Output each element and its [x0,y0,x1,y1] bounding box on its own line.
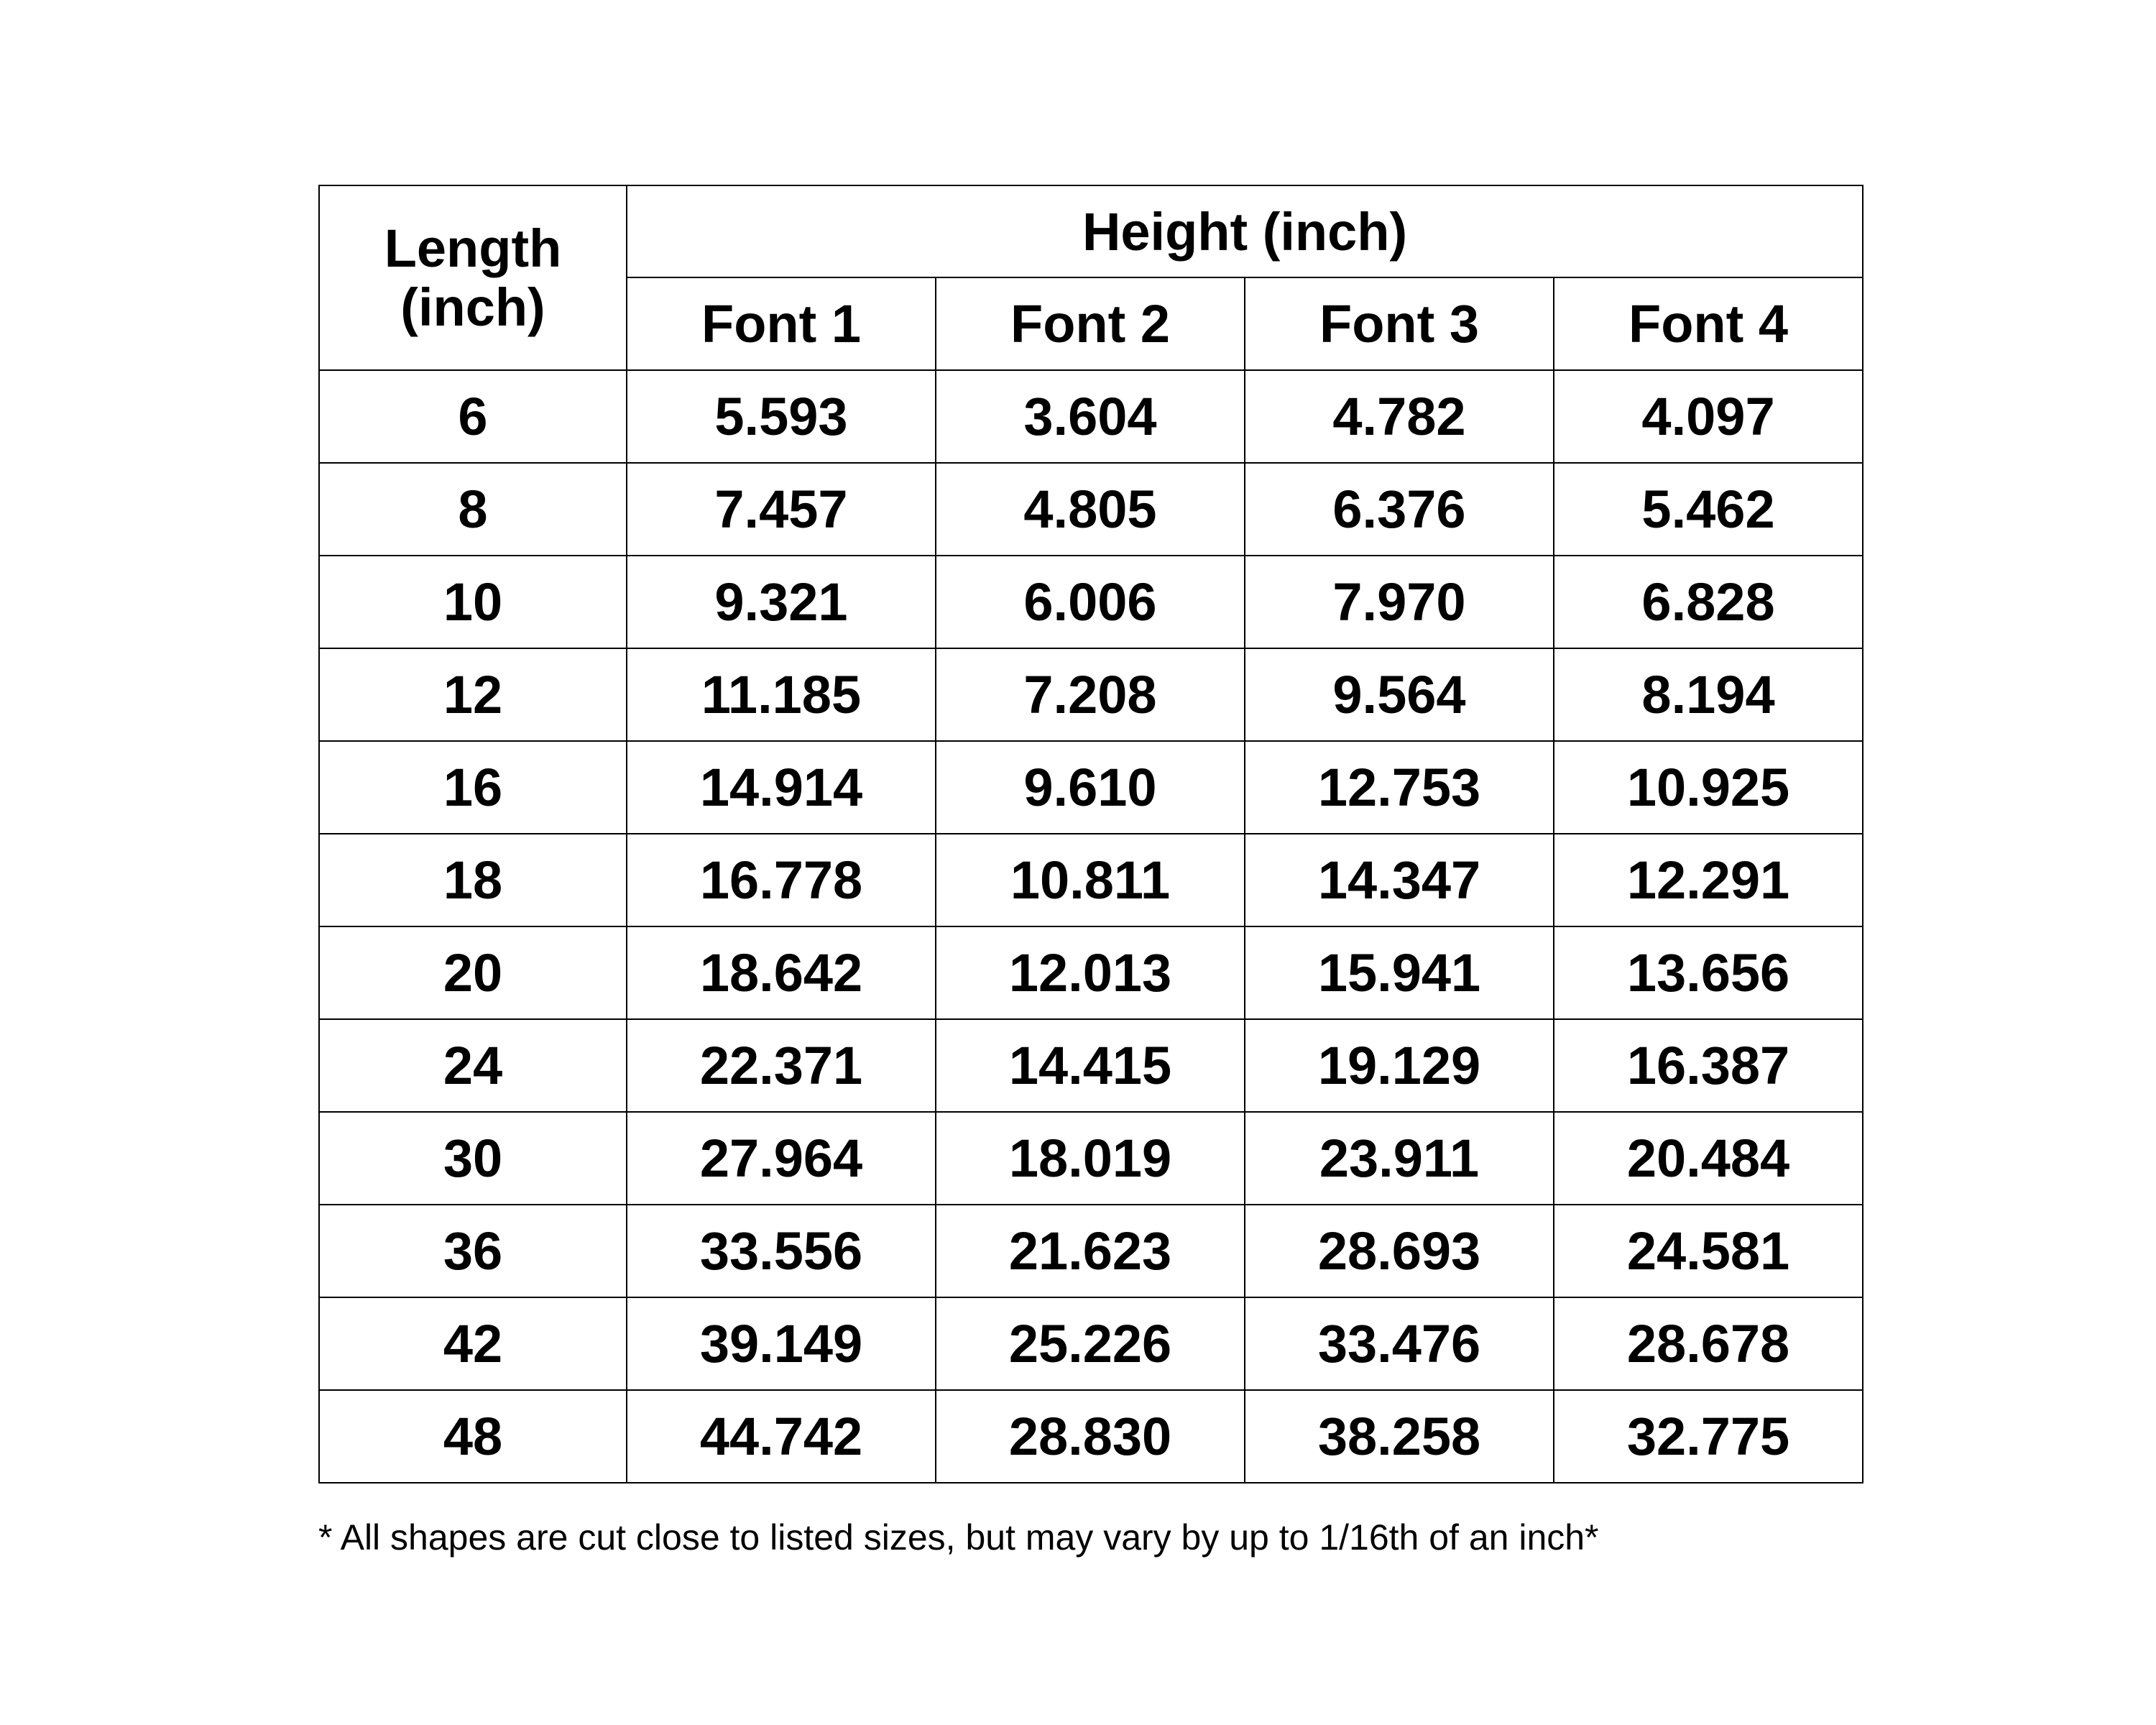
height-cell: 18.019 [936,1112,1245,1205]
height-cell: 25.226 [936,1297,1245,1390]
height-cell: 9.321 [627,556,936,648]
length-cell: 24 [319,1019,627,1112]
height-cell: 18.642 [627,926,936,1019]
height-cell: 5.593 [627,370,936,463]
height-cell: 4.097 [1554,370,1863,463]
height-cell: 6.828 [1554,556,1863,648]
height-cell: 12.013 [936,926,1245,1019]
height-cell: 7.457 [627,463,936,556]
height-cell: 3.604 [936,370,1245,463]
height-cell: 33.476 [1245,1297,1554,1390]
length-cell: 18 [319,834,627,926]
length-cell: 10 [319,556,627,648]
height-cell: 27.964 [627,1112,936,1205]
height-cell: 14.914 [627,741,936,834]
height-cell: 19.129 [1245,1019,1554,1112]
table-row [319,1112,1863,1205]
length-cell: 48 [319,1390,627,1483]
height-cell: 15.941 [1245,926,1554,1019]
size-table [318,185,1864,1484]
length-cell: 20 [319,926,627,1019]
length-cell: 16 [319,741,627,834]
table-row [319,370,1863,463]
length-cell: 12 [319,648,627,741]
table-header [319,185,1863,370]
height-cell: 23.911 [1245,1112,1554,1205]
height-cell: 20.484 [1554,1112,1863,1205]
height-cell: 6.006 [936,556,1245,648]
height-cell: 7.970 [1245,556,1554,648]
length-cell: 42 [319,1297,627,1390]
height-cell: 16.387 [1554,1019,1863,1112]
height-cell: 4.782 [1245,370,1554,463]
table-row [319,741,1863,834]
length-cell: 30 [319,1112,627,1205]
height-cell: 32.775 [1554,1390,1863,1483]
height-cell: 38.258 [1245,1390,1554,1483]
font-column-header: Font 3 [1245,277,1554,370]
length-cell: 36 [319,1205,627,1297]
height-cell: 24.581 [1554,1205,1863,1297]
length-column-header [319,185,627,370]
height-cell: 44.742 [627,1390,936,1483]
height-cell: 13.656 [1554,926,1863,1019]
height-cell: 28.693 [1245,1205,1554,1297]
height-cell: 14.347 [1245,834,1554,926]
height-cell: 12.291 [1554,834,1863,926]
length-cell: 6 [319,370,627,463]
table-row [319,926,1863,1019]
height-cell: 28.678 [1554,1297,1863,1390]
height-cell: 10.925 [1554,741,1863,834]
font-column-header: Font 4 [1554,277,1863,370]
height-cell: 9.610 [936,741,1245,834]
height-cell: 39.149 [627,1297,936,1390]
height-cell: 14.415 [936,1019,1245,1112]
table-row [319,834,1863,926]
height-cell: 4.805 [936,463,1245,556]
height-cell: 22.371 [627,1019,936,1112]
height-cell: 11.185 [627,648,936,741]
table-row [319,1297,1863,1390]
font-column-header: Font 2 [936,277,1245,370]
height-cell: 16.778 [627,834,936,926]
table-row [319,556,1863,648]
height-cell: 28.830 [936,1390,1245,1483]
height-cell: 10.811 [936,834,1245,926]
height-cell: 6.376 [1245,463,1554,556]
height-cell: 8.194 [1554,648,1863,741]
table-row [319,648,1863,741]
table-body [319,370,1863,1483]
footnote: * All shapes are cut close to listed sizes, but may vary by up to 1/16th of an inch* [318,1517,1599,1558]
table-row [319,1019,1863,1112]
table-row [319,1205,1863,1297]
length-header-line1: Length [384,218,562,279]
height-group-header: Height (inch) [627,185,1863,277]
height-cell: 12.753 [1245,741,1554,834]
length-cell: 8 [319,463,627,556]
font-column-header: Font 1 [627,277,936,370]
height-cell: 9.564 [1245,648,1554,741]
height-cell: 7.208 [936,648,1245,741]
height-cell: 5.462 [1554,463,1863,556]
height-cell: 33.556 [627,1205,936,1297]
table-row [319,463,1863,556]
height-cell: 21.623 [936,1205,1245,1297]
table-row [319,1390,1863,1483]
length-header-line2: (inch) [400,277,545,337]
